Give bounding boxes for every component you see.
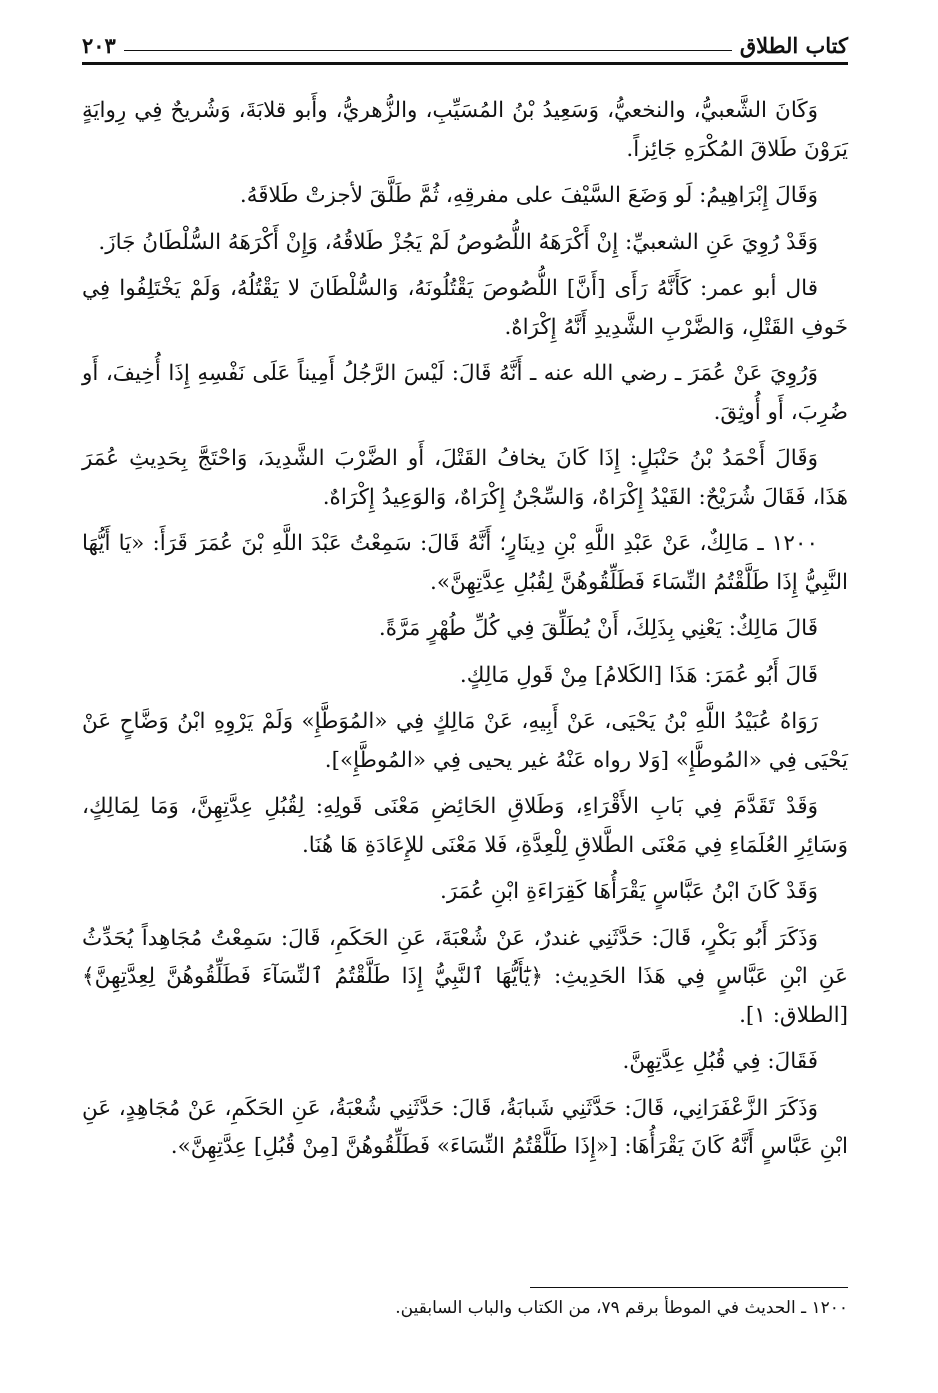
paragraph: فَقَالَ: فِي قُبُلِ عِدَّتِهِنَّ. bbox=[622, 1049, 818, 1074]
main-text bbox=[82, 92, 848, 1175]
paragraph: وَذَكَرَ أَبُو بَكْرٍ، قَالَ: حَدَّثَنِي غندرٌ، عَنْ شُعْبَةَ، عَنِ الحَكَمِ، قَالَ: سَمِعْتُ مُجَاهِداً يُحَدِّثُ عَنِ ابْنِ عَبَّاسٍ فِي هَذَا الحَدِيثِ: ﴿يَٰٓأَيُّهَا ٱلنَّبِيُّ إِذَا طَلَّقْتُمُ ٱلنِّسَآءَ فَطَلِّقُوهُنَّ لِعِدَّتِهِنَّ﴾ [الطلاق: ١]. bbox=[82, 925, 848, 1028]
header-rule bbox=[82, 62, 848, 65]
paragraph: وَكَانَ الشَّعبيُّ، والنخعيُّ، وَسَعِيدُ بْنُ المُسَيِّبِ، والزُّهريُّ، وأَبو قلابَةَ، وَشُريحٌ فِي رِوايَةٍ يَرَوْنَ طَلاقَ المُكْرَهِ جَائِزاً. bbox=[82, 98, 848, 162]
book-title: كتاب الطلاق bbox=[739, 33, 848, 58]
paragraph: قال أبو عمر: كَأَنَّهُ رَأَى [أَنَّ] اللُّصُوصَ يَقْتُلُونَهُ، وَالسُّلْطَانَ لا يَقْتُلُهُ، وَلَمْ يَخْتَلِفُوا فِي خَوفِ القَتْلِ، وَالضَّرْبِ الشَّدِيدِ أَنَّهُ إِكْرَاهٌ. bbox=[82, 276, 848, 340]
paragraph: وَرُوِيَ عَنْ عُمَرَ ـ رضي الله عنه ـ أَنَّهُ قَالَ: لَيْسَ الرَّجُلُ أَمِيناً عَلَى نَفْسِهِ إِذَا أُخِيفَ، أَو ضُرِبَ، أَو أُوثِقَ. bbox=[82, 361, 848, 425]
page-number: ٢٠٣ bbox=[82, 33, 116, 58]
paragraph: رَوَاهُ عُبَيْدُ اللَّهِ بْنُ يَحْيَى، عَنْ أَبِيهِ، عَنْ مَالِكٍ فِي «المُوَطَّإِ» وَلَمْ يَرْوِهِ ابْنُ وَضَّاحٍ عَنْ يَحْيَى فِي «المُوطَّإِ» [وَلا رواه عَنْهُ غير يحيى فِي «المُوطَّإِ»]. bbox=[82, 709, 848, 773]
header-line bbox=[124, 50, 732, 51]
paragraph: قَالَ أَبُو عُمَرَ: هَذَا [الكَلامُ] مِنْ قَولِ مَالِكٍ. bbox=[459, 662, 818, 688]
paragraph: وَقَدْ كَانَ ابْنُ عَبَّاسٍ يَقْرَأُهَا كَقِرَاءَةِ ابْنِ عُمَرَ. bbox=[440, 879, 818, 904]
paragraph: وَقَالَ أَحْمَدُ بْنُ حَنْبَلٍ: إِذَا كَانَ يخافُ القَتْلَ، أَو الضَّرْبَ الشَّدِيدَ، وَاحْتَجَّ بِحَدِيثِ عُمَرَ هَذَا، فَقَالَ شُرَيْحٌ: القَيْدُ إِكْرَاهٌ، وَالسِّجْنُ إِكْرَاهٌ، وَالوَعِيدُ إِكْرَاهٌ. bbox=[82, 446, 848, 510]
footnote-rule bbox=[530, 1287, 848, 1288]
paragraph: وَقَدْ تَقَدَّمَ فِي بَابِ الأَقْرَاءِ، وَطَلاقِ الحَائِضِ مَعْنَى قَولِهِ: لِقُبُلِ عِدَّتِهِنَّ، وَمَا لِمَالِكٍ، وَسَائِرِ العُلَمَاءِ فِي مَعْنَى الطَّلاقِ لِلْعِدَّةِ، فَلا مَعْنَى للإِعَادَةِ هَا هُنَا. bbox=[82, 794, 848, 858]
paragraph: وَذَكَرَ الزَّعْفَرَانِي، قَالَ: حَدَّثَنِي شَبابَةُ، قَالَ: حَدَّثَنِي شُعْبَةُ، عَنِ الحَكَمِ، عَنْ مُجَاهِدٍ، عَنِ ابْنِ عَبَّاسٍ أَنَّهُ كَانَ يَقْرَأُهَا: [«إِذَا طَلَّقْتُمُ النِّسَاءَ» فَطَلِّقُوهُنَّ [مِنْ قُبُلِ] عِدَّتِهِنَّ». bbox=[82, 1095, 848, 1159]
paragraph: قَالَ مَالِكٌ: يَعْنِي بِذَلِكَ، أَنْ يُطَلِّقَ فِي كُلِّ طُهْرٍ مَرَّةً. bbox=[378, 616, 818, 641]
running-header bbox=[82, 22, 848, 58]
paragraph: وَقَدْ رُوِيَ عَنِ الشعبيِّ: إِنْ أَكْرَهَهُ اللُّصُوصُ لَمْ يَجُزْ طَلاقُهُ، وَإِنْ أَكْرَهَهُ السُّلْطَانُ جَازَ. bbox=[98, 229, 818, 255]
paragraph: وَقَالَ إِبْرَاهِيمُ: لَو وَضَعَ السَّيْفَ على مفرقِهِ، ثُمَّ طَلَّقَ لأجزتْ طَلاقَهُ. bbox=[239, 183, 818, 208]
hadith-paragraph: ١٢٠٠ ـ مَالِكٌ، عَنْ عَبْدِ اللَّهِ بْنِ دِينَارٍ؛ أَنَّهُ قَالَ: سَمِعْتُ عَبْدَ اللَّهِ بْنَ عُمَرَ قَرَأَ: «يَا أَيُّهَا النَّبِيُّ إِذَا طَلَّقْتُمُ النِّسَاءَ فَطَلِّقُوهُنَّ لِقُبُلِ عِدَّتِهِنَّ». bbox=[82, 531, 848, 595]
footnote: ١٢٠٠ ـ الحديث في الموطأ برقم ٧٩، من الكتاب والباب السابقين. bbox=[395, 1298, 848, 1318]
